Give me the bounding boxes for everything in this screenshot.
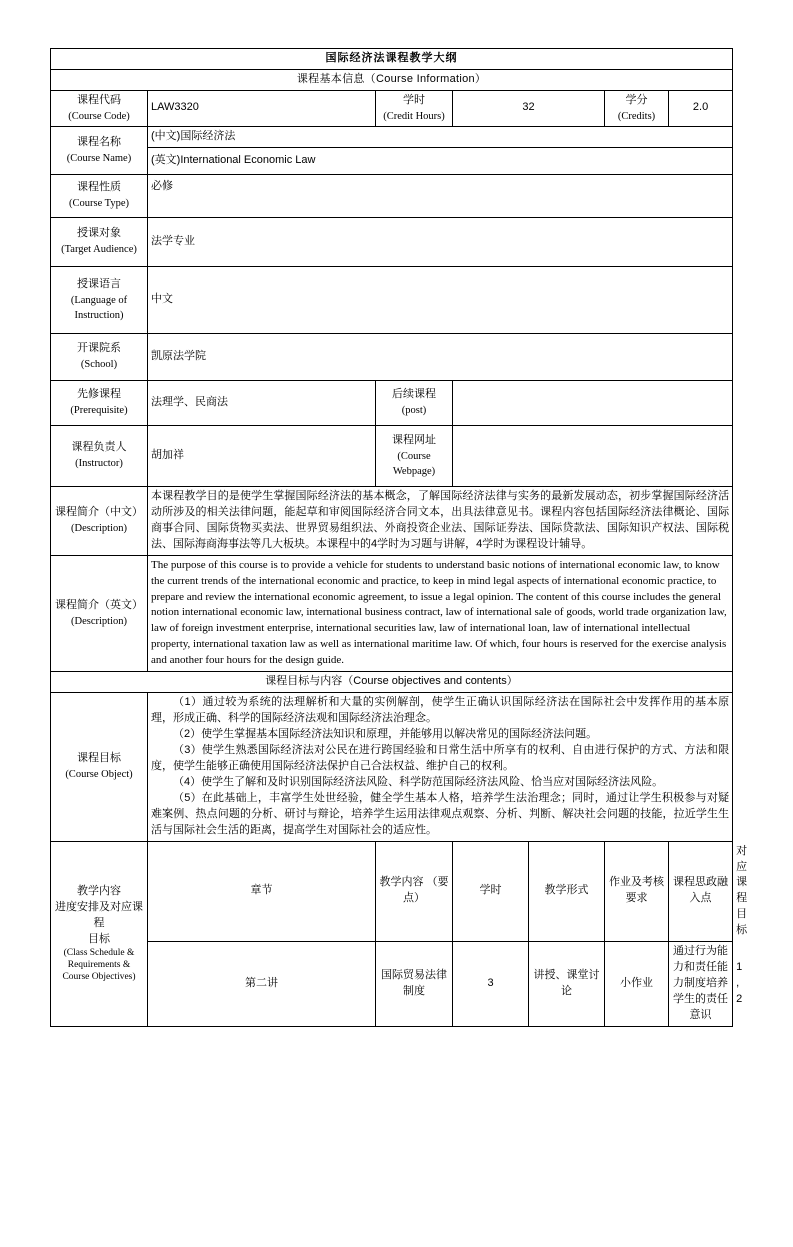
schedule-header-hours: 学时 — [453, 841, 529, 942]
label-credit-hours — [376, 90, 453, 126]
label-language-en-1: (Language of — [70, 294, 128, 306]
row-course-name-en — [51, 147, 733, 174]
label-course-object — [51, 693, 148, 841]
row-prerequisite — [51, 380, 733, 425]
schedule-header-ideology: 课程思政融入点 — [669, 841, 733, 942]
label-description-en — [51, 555, 148, 672]
schedule-cell-hours: 3 — [453, 942, 529, 1027]
row-course-type — [51, 174, 733, 217]
label-course-code-en: (Course Code) — [68, 110, 130, 122]
course-object-item: （3）使学生熟悉国际经济法对公民在进行跨国经验和日常生活中所享有的权利、自由进行保护的方式、方法和限度，使学生能够正确使用国际经济法保护自己合法权益、维护自己的权利。 — [151, 743, 730, 772]
schedule-header-chapter: 章节 — [148, 841, 376, 942]
value-target-audience: 法学专业 — [148, 217, 733, 266]
label-course-code — [51, 90, 148, 126]
label-prerequisite-cn: 先修课程 — [77, 388, 121, 401]
label-post-course-en: (post) — [401, 405, 427, 417]
row-description-cn — [51, 486, 733, 555]
page-title: 国际经济法课程教学大纲 — [51, 49, 733, 70]
label-class-schedule-cn-3: 程 — [93, 917, 105, 930]
schedule-cell-content: 国际贸易法律制度 — [376, 942, 453, 1027]
course-object-item: （5）在此基础上，丰富学生处世经验，健全学生基本人格，培养学生法治理念；同时，通过让学生积极参与对疑难案例、热点问题的分析、研讨与辩论，培养学生运用法律观点观察、分析、判断、解决社会问题的技能，拉近学生生活与国际社会生活的距离，提高学生对国际社会的适应性。 — [151, 791, 730, 836]
value-post-course — [453, 380, 733, 425]
schedule-cell-assessment: 小作业 — [605, 942, 669, 1027]
label-class-schedule-cn-2: 进度安排及对应课 — [55, 901, 143, 914]
label-class-schedule-en-2: Requirements & — [67, 959, 131, 970]
section-basic-row — [51, 69, 733, 90]
label-course-webpage-en-1: (Course — [397, 450, 431, 462]
value-credit-hours: 32 — [453, 90, 605, 126]
value-course-name-cn: (中文)国际经济法 — [148, 127, 733, 148]
label-credit-hours-cn: 学时 — [403, 93, 425, 106]
label-course-object-en: (Course Object) — [65, 769, 133, 781]
label-school-cn: 开课院系 — [77, 342, 121, 355]
row-school — [51, 333, 733, 380]
label-language-en-2: Instruction) — [74, 309, 124, 321]
label-description-en-en: (Description) — [71, 615, 127, 627]
label-target-audience-en: (Target Audience) — [61, 244, 137, 256]
label-class-schedule-cn-1: 教学内容 — [77, 885, 121, 898]
row-course-code — [51, 90, 733, 126]
label-credits-cn: 学分 — [625, 93, 648, 106]
label-language-cn: 授课语言 — [77, 277, 121, 290]
label-class-schedule-en-1: (Class Schedule & — [63, 947, 135, 958]
schedule-header-assessment: 作业及考核要求 — [605, 841, 669, 942]
label-instructor-cn: 课程负责人 — [71, 441, 127, 454]
label-class-schedule — [51, 841, 148, 1027]
row-target-audience — [51, 217, 733, 266]
label-prerequisite — [51, 380, 148, 425]
label-prerequisite-en: (Prerequisite) — [70, 405, 128, 417]
section-objectives-row — [51, 672, 733, 693]
label-target-audience-cn: 授课对象 — [77, 227, 121, 240]
label-course-webpage-cn: 课程网址 — [392, 433, 436, 446]
value-course-type: 必修 — [148, 174, 733, 217]
schedule-header-content: 教学内容 （要点） — [376, 841, 453, 942]
label-credits — [605, 90, 669, 126]
course-object-item: （4）使学生了解和及时识别国际经济法风险、科学防范国际经济法风险、恰当应对国际经济法风险。 — [173, 775, 664, 788]
value-course-name-en: (英文)International Economic Law — [148, 147, 733, 174]
value-credits: 2.0 — [669, 90, 733, 126]
course-object-item: （2）使学生掌握基本国际经济法知识和原理，并能够用以解决常见的国际经济法问题。 — [173, 728, 598, 741]
label-language — [51, 266, 148, 333]
section-header-objectives: 课程目标与内容（Course objectives and contents） — [51, 672, 733, 693]
row-language — [51, 266, 733, 333]
value-course-webpage — [453, 425, 733, 486]
schedule-header-format: 教学形式 — [529, 841, 605, 942]
course-object-item: （1）通过较为系统的法理解析和大量的实例解剖，使学生正确认识国际经济法在国际社会中发挥作用的基本原理，形成正确、科学的国际经济法观和国际经济法治理念。 — [151, 696, 730, 725]
label-course-webpage — [376, 425, 453, 486]
label-school — [51, 333, 148, 380]
label-description-cn-title: 课程简介（中文） — [55, 506, 143, 519]
label-description-cn — [51, 486, 148, 555]
value-school: 凯原法学院 — [148, 333, 733, 380]
row-instructor — [51, 425, 733, 486]
schedule-cell-ideology: 通过行为能力和责任能力制度培养学生的责任意识 — [669, 942, 733, 1027]
row-description-en — [51, 555, 733, 672]
label-course-type-cn: 课程性质 — [77, 181, 121, 194]
label-description-cn-en: (Description) — [71, 523, 127, 535]
value-instructor: 胡加祥 — [148, 425, 376, 486]
label-class-schedule-cn-4: 目标 — [88, 933, 110, 946]
section-header-basic-info: 课程基本信息（Course Information） — [51, 69, 733, 90]
row-course-object — [51, 693, 733, 841]
label-credit-hours-en: (Credit Hours) — [383, 110, 445, 122]
title-row — [51, 49, 733, 70]
label-post-course — [376, 380, 453, 425]
label-course-webpage-en-2: Webpage) — [392, 465, 436, 477]
label-instructor-en: (Instructor) — [75, 458, 123, 470]
value-language: 中文 — [148, 266, 733, 333]
schedule-cell-chapter: 第二讲 — [148, 942, 376, 1027]
label-course-code-cn: 课程代码 — [77, 93, 121, 106]
value-prerequisite: 法理学、民商法 — [148, 380, 376, 425]
label-instructor — [51, 425, 148, 486]
label-course-type-en: (Course Type) — [68, 198, 130, 210]
value-description-en: The purpose of this course is to provide a vehicle for students to understand basic notions of international economic law, to know the current trends of the international economic and practice, to keep in mind legal aspects of international economic practice, to prepare and review the international economic agreement, to issue a legal opinion. The content of this course includes the general notion international economic law, international business contract, law of international sale of goods, world trade organization law, law of foreign investment enterprise, international securities law, law of international loan, law of international intellectual property, international taxation law as well as international maritime law. Of which, four hours is reserved for the exercise analysis and another four hours for the design guide. — [148, 555, 733, 672]
value-course-object-list — [148, 693, 733, 841]
label-school-en: (School) — [80, 359, 118, 371]
label-description-en-title: 课程简介（英文） — [55, 598, 143, 611]
label-target-audience — [51, 217, 148, 266]
label-credits-en: (Credits) — [617, 110, 656, 122]
value-description-cn: 本课程教学目的是使学生掌握国际经济法的基本概念，了解国际经济法律与实务的最新发展动态，初步掌握国际经济活动所涉及的相关法律问题，能起草和审阅国际经济合同文本，出具法律意见书。课程内容包括国际经济法律概论、国际商事合同、国际货物买卖法、世界贸易组织法、外商投资企业法、国际证券法、国际贷款法、国际知识产权法、国际税法、国际海商海事法等几大板块。本课程中的4学时为习题与讲解，4学时为课程设计辅导。 — [148, 486, 733, 555]
label-post-course-cn: 后续课程 — [392, 388, 436, 401]
syllabus-table — [50, 48, 748, 1027]
label-course-name-en: (Course Name) — [66, 152, 132, 164]
label-course-type — [51, 174, 148, 217]
table-row: 第二讲 国际贸易法律制度 3 讲授、课堂讨论 小作业 通过行为能力和责任能力制度培养学生的责任意识 1,2 — [51, 942, 733, 1027]
label-course-name-cn: 课程名称 — [77, 135, 121, 148]
label-class-schedule-en-3: Course Objectives) — [62, 971, 136, 982]
label-course-name — [51, 127, 148, 175]
row-schedule-header: 教学内容 进度安排及对应课 程 目标 (Class Schedule & Requirements & Course Objectives) 章节 教学内容 （要点） 学时 教学形式 作业及考核要求 课程思政融入点 对应课程目标 — [51, 841, 733, 942]
row-course-name-cn — [51, 127, 733, 148]
schedule-cell-format: 讲授、课堂讨论 — [529, 942, 605, 1027]
value-course-code: LAW3320 — [148, 90, 376, 126]
label-course-object-cn: 课程目标 — [77, 752, 121, 765]
